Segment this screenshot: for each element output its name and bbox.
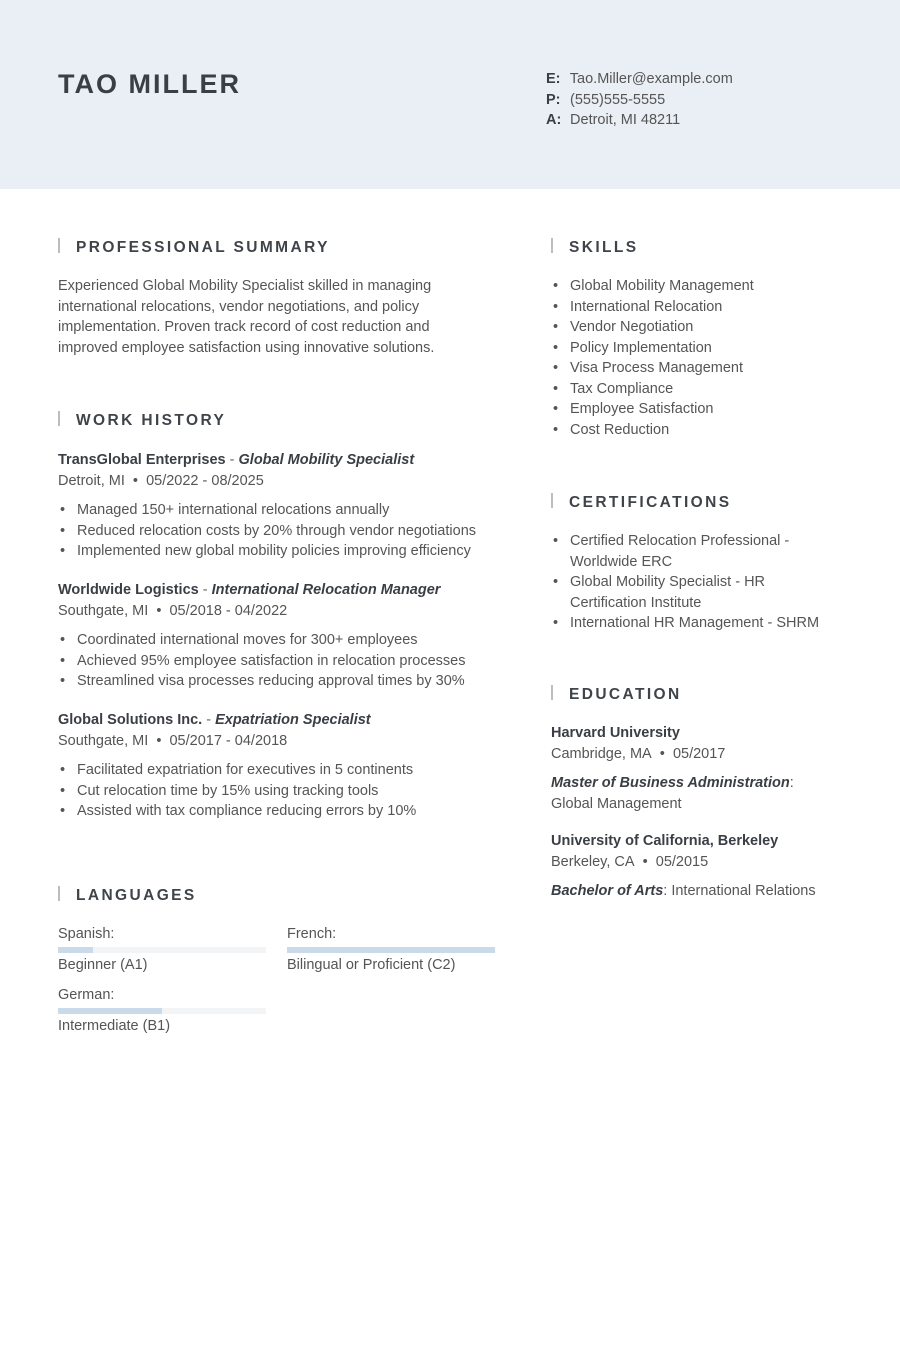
skill-item: • International Relocation — [551, 297, 841, 318]
skill-item: • Global Mobility Management — [551, 276, 841, 297]
job-role: Global Mobility Specialist — [238, 452, 415, 468]
contact-phone-value[interactable]: (555)555-5555 — [570, 91, 666, 108]
list-item: • Facilitated expatriation for executives in 5 continents — [58, 760, 498, 781]
candidate-name: TAO MILLER — [58, 69, 241, 99]
education-heading — [551, 685, 682, 704]
skills-list — [551, 276, 841, 440]
job-separator: - — [225, 452, 239, 468]
contact-address-value: Detroit, MI 48211 — [570, 112, 681, 128]
list-item: • Reduced relocation costs by 20% through vendor negotiations — [58, 521, 498, 542]
language-name: French: — [287, 926, 337, 942]
contact-email — [546, 69, 733, 90]
summary-heading — [58, 238, 330, 257]
section-marker — [58, 411, 60, 426]
work-history-heading — [58, 411, 226, 430]
skill-item: • Visa Process Management — [551, 358, 841, 379]
header-band — [0, 0, 900, 189]
work-history-heading-text: WORK HISTORY — [76, 412, 227, 429]
languages-heading-text: LANGUAGES — [76, 887, 197, 904]
skill-item: • Employee Satisfaction — [551, 399, 841, 420]
language-level-bar — [287, 947, 495, 953]
job-separator: - — [198, 582, 212, 598]
language-name: Spanish: — [58, 926, 115, 942]
contact-phone — [546, 90, 733, 111]
job-role: International Relocation Manager — [211, 582, 441, 598]
job-bullets — [58, 760, 498, 822]
section-marker — [58, 886, 60, 901]
job-separator: - — [202, 712, 216, 728]
certification-item: • Global Mobility Specialist - HR Certification Institute — [551, 572, 826, 613]
list-item: • Assisted with tax compliance reducing errors by 10% — [58, 801, 498, 822]
education-degree: Bachelor of Arts — [551, 883, 664, 899]
skills-heading — [551, 238, 639, 257]
education-entry-1 — [551, 723, 831, 814]
education-field: : International Relations — [663, 883, 816, 899]
languages-heading — [58, 886, 197, 905]
education-school: University of California, Berkeley — [551, 833, 779, 849]
job-company: Global Solutions Inc. — [58, 712, 203, 728]
language-level-bar — [58, 947, 266, 953]
contact-address — [546, 110, 733, 131]
education-degree: Master of Business Administration — [551, 775, 790, 791]
contact-address-label: A: — [546, 112, 562, 128]
skills-heading-text: SKILLS — [569, 239, 639, 256]
job-role: Expatriation Specialist — [215, 712, 371, 728]
education-date: 05/2017 — [672, 745, 726, 762]
job-location: Southgate, MI — [58, 602, 149, 619]
language-level: Beginner (A1) — [58, 957, 148, 973]
education-location: Cambridge, MA — [551, 745, 652, 762]
education-heading-text: EDUCATION — [569, 686, 682, 703]
language-item-german — [58, 985, 266, 1036]
contact-phone-label: P: — [546, 91, 561, 108]
job-location: Detroit, MI — [58, 472, 125, 489]
job-bullets — [58, 500, 498, 562]
section-marker — [551, 493, 553, 508]
education-entry-2 — [551, 831, 831, 902]
section-marker — [551, 685, 553, 700]
skill-item: • Policy Implementation — [551, 338, 841, 359]
language-level-bar — [58, 1008, 266, 1014]
job-bullets — [58, 630, 498, 692]
list-item: • Cut relocation time by 15% using tracking tools — [58, 781, 498, 802]
certification-item: • Certified Relocation Professional - Worldwide ERC — [551, 531, 826, 572]
section-marker — [551, 238, 553, 253]
job-location: Southgate, MI — [58, 732, 149, 749]
job-heading — [58, 580, 498, 601]
section-marker — [58, 238, 60, 253]
job-dates: 05/2017 - 04/2018 — [169, 732, 288, 749]
list-item: • Implemented new global mobility policies improving efficiency — [58, 541, 498, 562]
skill-item: • Vendor Negotiation — [551, 317, 841, 338]
education-location: Berkeley, CA — [551, 853, 635, 870]
education-date: 05/2015 — [655, 853, 709, 870]
summary-heading-text: PROFESSIONAL SUMMARY — [76, 239, 330, 256]
job-dates: 05/2018 - 04/2022 — [169, 602, 288, 619]
education-degree-line — [551, 881, 831, 902]
language-level-fill — [287, 947, 495, 953]
job-dates: 05/2022 - 08/2025 — [146, 472, 264, 489]
summary-text: Experienced Global Mobility Specialist skilled in managing international relocations, vendor negotiations, and policy implementation. Proven track record of cost reduction and improved employee satisfaction using innovative solutions. — [58, 278, 435, 356]
job-meta: Southgate, MI • 05/2018 - 04/2022 — [58, 602, 288, 619]
education-degree-line — [551, 773, 831, 814]
job-company: TransGlobal Enterprises — [58, 452, 226, 468]
language-level-fill — [58, 1008, 162, 1014]
contact-email-value[interactable]: Tao.Miller@example.com — [569, 71, 733, 87]
job-entry-1 — [58, 450, 498, 562]
contact-block — [546, 69, 733, 131]
job-entry-2 — [58, 580, 498, 692]
certification-item: • International HR Management - SHRM — [551, 613, 826, 634]
list-item: • Managed 150+ international relocations annually — [58, 500, 498, 521]
education-meta: Berkeley, CA • 05/2015 — [551, 853, 709, 870]
language-name: German: — [58, 987, 115, 1003]
language-level-fill — [58, 947, 93, 953]
job-heading — [58, 450, 498, 471]
job-meta: Detroit, MI • 05/2022 - 08/2025 — [58, 472, 264, 489]
job-company: Worldwide Logistics — [58, 582, 199, 598]
job-entry-3 — [58, 710, 498, 822]
certifications-heading-text: CERTIFICATIONS — [569, 494, 732, 511]
list-item: • Coordinated international moves for 300+ employees — [58, 630, 498, 651]
language-item-spanish — [58, 924, 266, 975]
skill-item: • Cost Reduction — [551, 420, 841, 441]
language-item-french — [287, 924, 495, 975]
job-heading — [58, 710, 498, 731]
job-meta: Southgate, MI • 05/2017 - 04/2018 — [58, 732, 288, 749]
contact-email-label: E: — [546, 71, 561, 87]
language-level: Bilingual or Proficient (C2) — [287, 957, 456, 973]
certifications-heading — [551, 493, 731, 512]
certifications-list — [551, 531, 826, 634]
skill-item: • Tax Compliance — [551, 379, 841, 400]
list-item: • Streamlined visa processes reducing approval times by 30% — [58, 671, 498, 692]
education-field: : Global Management — [551, 775, 794, 812]
education-meta: Cambridge, MA • 05/2017 — [551, 745, 726, 762]
education-school: Harvard University — [551, 725, 680, 741]
language-level: Intermediate (B1) — [58, 1018, 171, 1034]
list-item: • Achieved 95% employee satisfaction in relocation processes — [58, 651, 498, 672]
